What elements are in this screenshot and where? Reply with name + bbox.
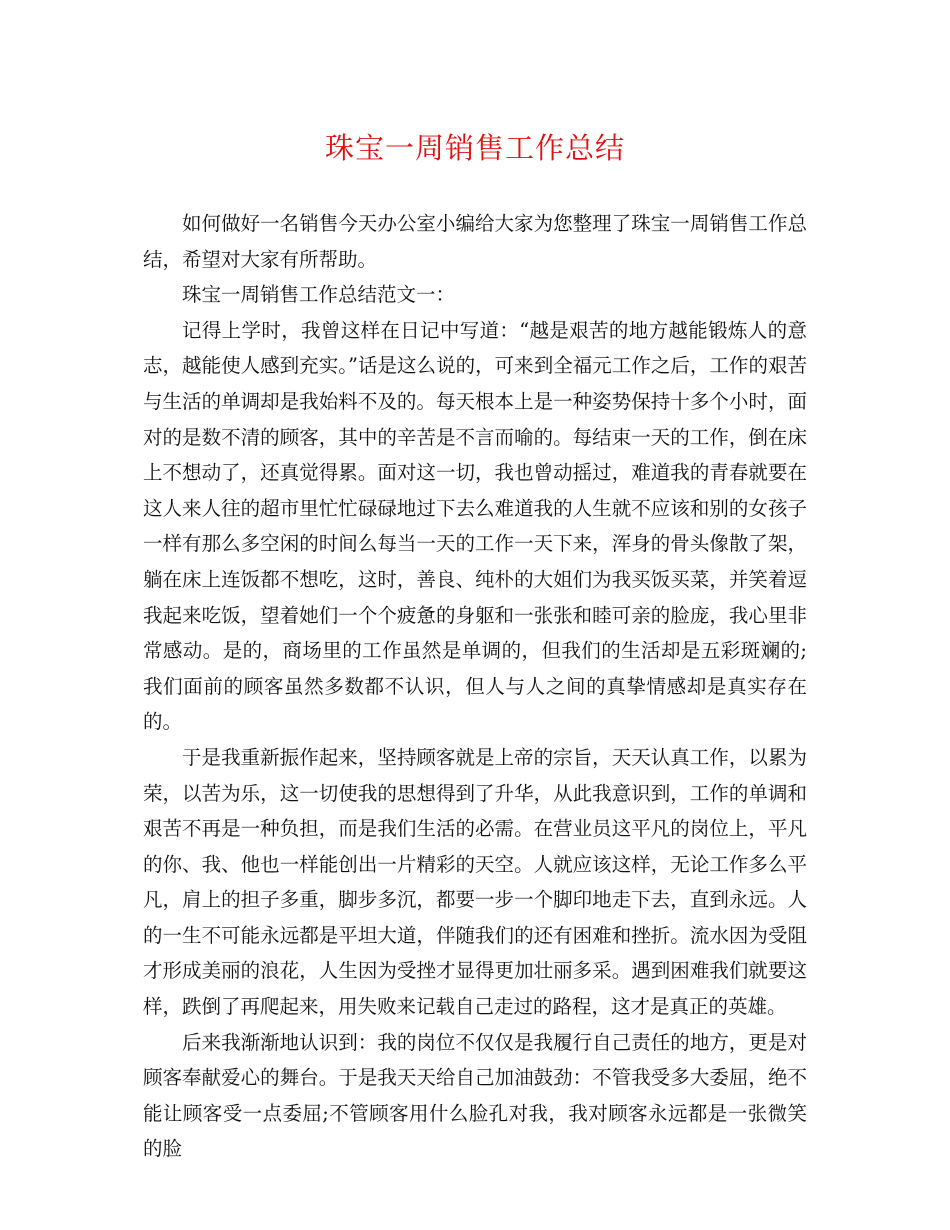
document-title: 珠宝一周销售工作总结 [324,131,625,165]
paragraph-body-3: 后来我渐渐地认识到：我的岗位不仅仅是我履行自己责任的地方，更是对顾客奉献爱心的舞台。于是我天天给自己加油鼓劲：不管我受多大委屈，绝不能让顾客受一点委屈;不管顾客用什么脸孔对我，我对顾客永远都是一张微笑的脸 [143,1030,807,1161]
paragraph-intro: 如何做好一名销售今天办公室小编给大家为您整理了珠宝一周销售工作总结，希望对大家有所帮助。 [143,212,807,271]
document-body [143,206,807,1167]
paragraph-body-1: 记得上学时，我曾这样在日记中写道：“越是艰苦的地方越能锻炼人的意志，越能使人感到充实。”话是这么说的，可来到全福元工作之后，工作的艰苦与生活的单调却是我始料不及的。每天根本上是一种姿势保持十多个小时，面对的是数不清的顾客，其中的辛苦是不言而喻的。每结束一天的工作，倒在床上不想动了，还真觉得累。面对这一切，我也曾动摇过，难道我的青春就要在这人来人往的超市里忙忙碌碌地过下去么难道我的人生就不应该和别的女孩子一样有那么多空闲的时间么每当一天的工作一天下来，浑身的骨头像散了架，躺在床上连饭都不想吃，这时，善良、纯朴的大姐们为我买饭买菜，并笑着逗我起来吃饭，望着她们一个个疲惫的身躯和一张张和睦可亲的脸庞，我心里非常感动。是的，商场里的工作虽然是单调的，但我们的生活却是五彩斑斓的;我们面前的顾客虽然多数都不认识，但人与人之间的真挚情感却是真实存在的。 [143,318,807,734]
paragraph-sample-heading: 珠宝一周销售工作总结范文一： [182,283,456,307]
paragraph-body-2: 于是我重新振作起来，坚持顾客就是上帝的宗旨，天天认真工作，以累为荣，以苦为乐，这一切使我的思想得到了升华，从此我意识到，工作的单调和艰苦不再是一种负担，而是我们生活的必需。在营业员这平凡的岗位上，平凡的你、我、他也一样能创出一片精彩的天空。人就应该这样，无论工作多么平凡，肩上的担子多重，脚步多沉，都要一步一个脚印地走下去，直到永远。人的一生不可能永远都是平坦大道，伴随我们的还有困难和挫折。流水因为受阻才形成美丽的浪花，人生因为受挫才显得更加壮丽多采。遇到困难我们就要这样，跌倒了再爬起来，用失败来记载自己走过的路程，这才是真正的英雄。 [143,745,807,1019]
